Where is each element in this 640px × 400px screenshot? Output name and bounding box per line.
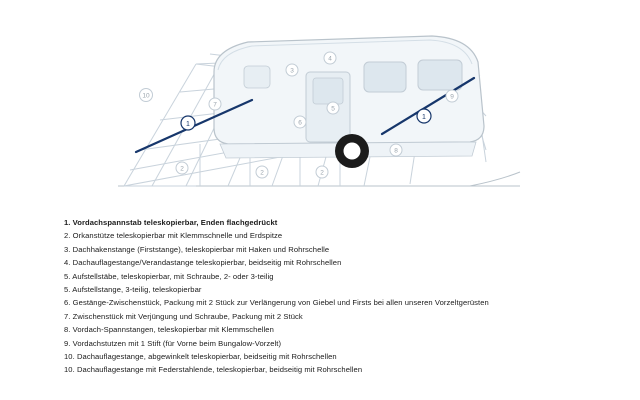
callout-6-mid [294, 116, 306, 128]
legend-item-9: 9. Vordachstutzen mit 1 Stift (für Vorne beim Bungalow-Vorzelt) [64, 338, 282, 348]
caravan-window-front [418, 60, 462, 90]
callout-2-right [316, 166, 328, 178]
legend-item-10b: 10. Dachauflagestange mit Federstahlende, teleskopierbar, beidseitig mit Rohrschellen [64, 365, 363, 375]
legend-list [0, 216, 640, 377]
legend-item-5a: 5. Aufstellstäbe, teleskopierbar, mit Schraube, 2- oder 3-teilig [64, 271, 274, 281]
callout-9-right-label: 9 [450, 93, 454, 101]
callout-6-mid-label: 6 [298, 119, 302, 127]
caravan-door-window [313, 78, 343, 104]
callout-2-mid-label: 2 [260, 169, 264, 177]
legend-item-4: 4. Dachauflagestange/Verandastange teleskopierbar, beidseitig mit Rohrschellen [64, 258, 342, 268]
callout-10-left-label: 10 [142, 92, 150, 100]
callout-5-mid [327, 102, 339, 114]
callout-5-mid-label: 5 [331, 105, 335, 113]
callout-1-left [181, 116, 195, 130]
callout-8-right-label: 8 [394, 147, 398, 155]
legend-item-1: 1. Vordachspannstab teleskopierbar, Enden flachgedrückt [64, 218, 278, 227]
caravan-window-small [244, 66, 270, 88]
callout-3-top-label: 3 [290, 67, 294, 75]
ground-curve [470, 172, 520, 186]
legend-item-5b: 5. Aufstellstange, 3-teilig, teleskopierbar [64, 285, 202, 295]
callout-2-left [176, 162, 188, 174]
callout-9-right [446, 90, 458, 102]
callout-2-left-label: 2 [180, 165, 184, 173]
callout-8-right [390, 144, 402, 156]
legend-item-10a: 10. Dachauflagestange, abgewinkelt teleskopierbar, beidseitig mit Rohrschellen [64, 352, 337, 362]
callout-7-left-label: 7 [213, 101, 217, 109]
callout-7-left [209, 98, 221, 110]
legend-item-2: 2. Orkanstütze teleskopierbar mit Klemmschnelle und Erdspitze [64, 231, 283, 241]
callout-3-top [286, 64, 298, 76]
legend-item-8: 8. Vordach-Spannstangen, teleskopierbar mit Klemmschellen [64, 325, 274, 335]
callout-1-right [417, 109, 431, 123]
caravan-wheel-hub [344, 143, 361, 160]
callout-4-top [324, 52, 336, 64]
callout-1-left-label: 1 [186, 121, 190, 128]
callout-4-top-label: 4 [328, 55, 332, 63]
callout-1-right-label: 1 [422, 114, 426, 121]
callout-2-right-label: 2 [320, 169, 324, 177]
legend-item-7: 7. Zwischenstück mit Verjüngung und Schraube, Packung mit 2 Stück [64, 311, 303, 321]
callout-10-left [140, 89, 153, 102]
legend-item-6: 6. Gestänge-Zwischenstück, Packung mit 2 Stück zur Verlängerung von Giebel und Firsts bei allen unseren Vorzeltgerüsten [64, 298, 489, 308]
callout-2-mid [256, 166, 268, 178]
legend-item-3: 3. Dachhakenstange (Firststange), teleskopierbar mit Haken und Rohrschelle [64, 244, 330, 254]
caravan-window-rear [364, 62, 406, 92]
